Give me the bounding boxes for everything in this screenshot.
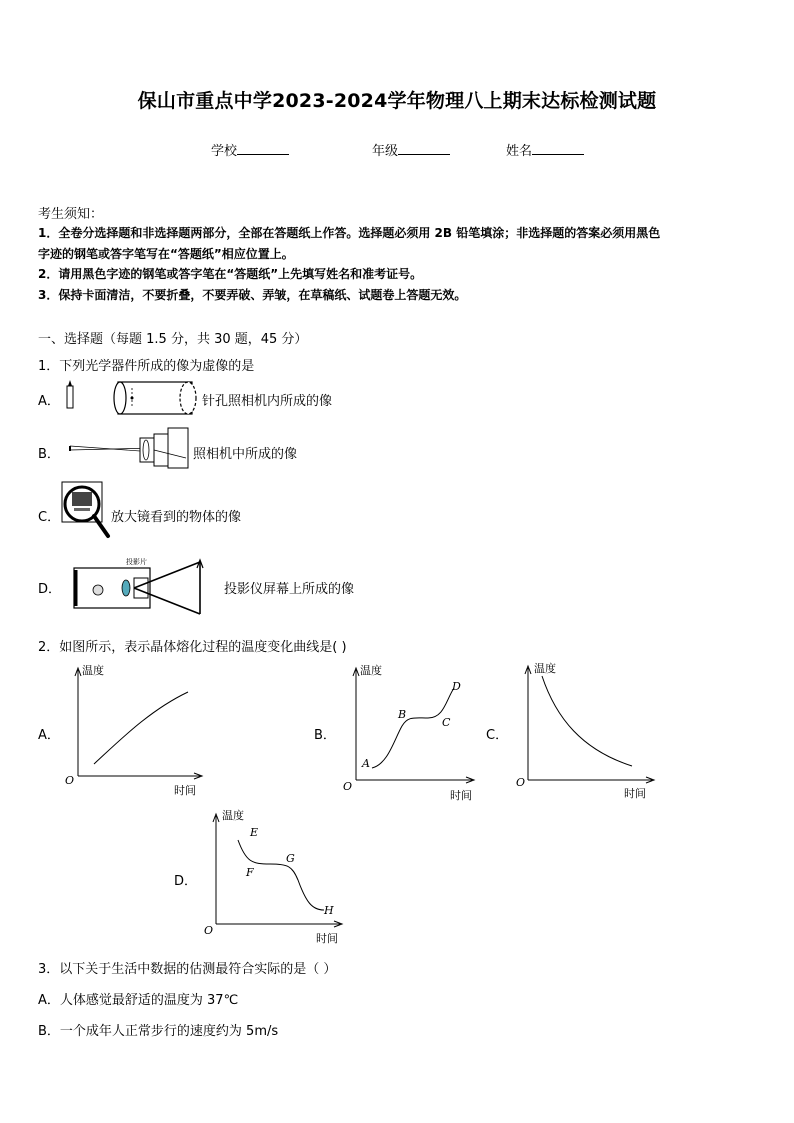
graph-b-xlabel: 时间 (450, 789, 472, 802)
q3-option-a[interactable] (38, 989, 238, 1008)
notice-item-2: 2．请用黑色字迹的钢笔或答字笔在“答题纸”上先填写姓名和准考证号。 (38, 267, 423, 281)
graph-c-ylabel: 温度 (534, 662, 556, 675)
q2-option-d-letter[interactable]: D． (174, 874, 198, 889)
graph-d-origin: O (204, 924, 214, 937)
notice-item-1-cont: 字迹的钢笔或答字笔写在“答题纸”相应位置上。 (38, 247, 294, 261)
graph-d (200, 806, 350, 946)
camera-figure (62, 424, 192, 474)
graph-b-point-a: A (362, 757, 370, 770)
graph-a-origin: O (65, 774, 75, 787)
q1-option-b-letter[interactable]: B． (38, 447, 60, 462)
q2-stem: 2．如图所示，表示晶体熔化过程的温度变化曲线是( ) (38, 640, 347, 655)
q1-option-c-letter[interactable]: C． (38, 510, 61, 525)
page-title: 保山市重点中学2023-2024学年物理八上期末达标检测试题 (137, 90, 657, 112)
graph-b-ylabel: 温度 (360, 664, 382, 677)
q1-option-a-text: 针孔照相机内所成的像 (202, 394, 333, 409)
graph-d-point-e: E (250, 826, 259, 839)
name-field[interactable] (506, 140, 584, 159)
svg-text:投影片: 投影片 (126, 558, 147, 566)
q2-option-c-letter[interactable]: C． (486, 728, 509, 743)
q3-stem: 3．以下关于生活中数据的估测最符合实际的是（ ） (38, 962, 337, 977)
grade-blank[interactable] (398, 142, 450, 155)
q1-option-b-text: 照相机中所成的像 (193, 447, 298, 462)
graph-d-point-h: H (324, 904, 334, 917)
graph-b (338, 660, 478, 805)
q2-option-b-letter[interactable]: B． (314, 728, 336, 743)
magnifier-icon (58, 478, 114, 544)
section-heading: 一、选择题（每题 1.5 分，共 30 题，45 分） (38, 332, 308, 347)
notice-item-3: 3．保持卡面清洁，不要折叠，不要弄破、弄皱，在草稿纸、试题卷上答题无效。 (38, 288, 467, 302)
graph-a-xlabel: 时间 (174, 784, 196, 797)
graph-d-point-f: F (246, 866, 254, 879)
school-field[interactable] (211, 140, 289, 159)
notice-item-1: 1．全卷分选择题和非选择题两部分，全部在答题纸上作答。选择题必须用 2B 铅笔填涂；非选择题的答案必须用黑色 (38, 226, 661, 240)
q3-option-a-text: 人体感觉最舒适的温度为 37℃ (59, 993, 239, 1008)
name-label: 姓名 (506, 144, 533, 159)
graph-c-origin: O (516, 776, 526, 789)
grade-label: 年级 (372, 144, 399, 159)
q1-stem: 1．下列光学器件所成的像为虚像的是 (38, 359, 255, 374)
graph-c-xlabel: 时间 (624, 787, 646, 800)
projector-figure (68, 556, 208, 616)
school-blank[interactable] (237, 142, 289, 155)
school-label: 学校 (211, 144, 238, 159)
pinhole-camera-figure (60, 376, 200, 420)
graph-b-point-b: B (398, 708, 407, 721)
q3-option-a-letter: A． (38, 993, 60, 1008)
graph-a-ylabel: 温度 (82, 664, 104, 677)
grade-field[interactable] (372, 140, 450, 159)
name-blank[interactable] (532, 142, 584, 155)
q1-option-d-letter[interactable]: D． (38, 582, 62, 597)
graph-b-point-c: C (442, 716, 451, 729)
q3-option-b[interactable] (38, 1020, 278, 1039)
graph-b-point-d: D (452, 680, 461, 693)
graph-d-ylabel: 温度 (222, 809, 244, 822)
q1-option-c-text: 放大镜看到的物体的像 (111, 510, 242, 525)
q2-option-a-letter[interactable]: A． (38, 728, 60, 743)
graph-b-origin: O (343, 780, 353, 793)
graph-a (60, 660, 210, 800)
graph-d-point-g: G (286, 852, 295, 865)
notice-heading: 考生须知： (38, 207, 104, 222)
q3-option-b-letter: B． (38, 1024, 60, 1039)
q1-option-a-letter[interactable]: A． (38, 394, 60, 409)
q3-option-b-text: 一个成年人正常步行的速度约为 5m/s (59, 1024, 279, 1039)
graph-c (512, 658, 662, 803)
q1-option-d-text: 投影仪屏幕上所成的像 (224, 582, 355, 597)
graph-d-xlabel: 时间 (316, 932, 338, 945)
